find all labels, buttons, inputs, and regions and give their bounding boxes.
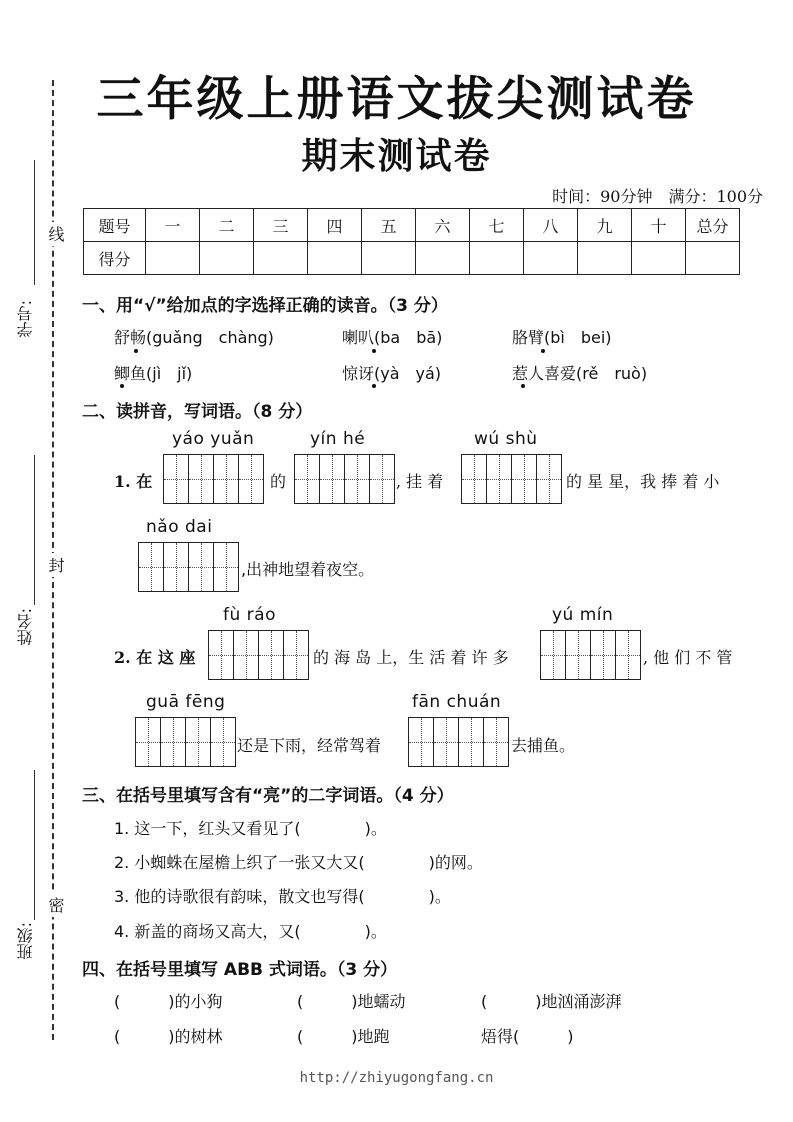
writing-grid[interactable]	[135, 717, 236, 767]
q1-text: ,出神地望着夜空。	[241, 560, 375, 579]
emphasis-dot	[372, 384, 376, 388]
pinyin: fù ráo	[223, 605, 276, 625]
q2-text: 还是下雨，经常驾着	[237, 736, 382, 755]
s4-item: ( )的小狗	[114, 992, 223, 1011]
score-input-cell[interactable]	[632, 242, 686, 275]
score-header-cell: 总分	[686, 209, 740, 242]
s1-item: 胳臂(bì bei)	[512, 328, 612, 347]
score-header-cell: 六	[416, 209, 470, 242]
score-header-cell: 三	[254, 209, 308, 242]
emphasis-dot	[372, 349, 376, 353]
s3-item: 4. 新盖的商场又高大，又( )。	[114, 922, 387, 941]
emphasis-dot	[521, 384, 525, 388]
class-underline	[34, 770, 35, 920]
section4-heading: 四、在括号里填写 ABB 式词语。（3 分）	[82, 960, 398, 980]
q1-text: 的	[270, 472, 287, 491]
pinyin: guā fēng	[146, 692, 226, 712]
score-input-cell[interactable]	[146, 242, 200, 275]
score-input-cell[interactable]	[200, 242, 254, 275]
class-label: 班级:	[16, 922, 35, 960]
score-input-cell[interactable]	[362, 242, 416, 275]
s1-item: 舒畅(guǎng chàng)	[114, 328, 274, 347]
section2-heading: 二、读拼音，写词语。（8 分）	[82, 402, 313, 422]
s1-item: 鲫鱼(jì jǐ)	[114, 364, 193, 383]
page-title: 三年级上册语文拔尖测试卷	[96, 72, 697, 127]
footer-url[interactable]: http://zhiyugongfang.cn	[299, 1070, 494, 1086]
s3-item: 2. 小蜘蛛在屋檐上织了一张又大又( )的网。	[114, 853, 483, 872]
score-input-cell[interactable]	[524, 242, 578, 275]
pinyin: wú shù	[474, 429, 538, 449]
s4-item: ( )地汹涌澎湃	[481, 992, 622, 1011]
student-no-label: 学号:	[16, 300, 35, 338]
score-table-score-row	[84, 242, 740, 275]
writing-grid[interactable]	[208, 630, 309, 680]
name-underline	[34, 455, 35, 605]
score-input-cell[interactable]	[254, 242, 308, 275]
s1-item: 惹人喜爱(rě ruò)	[512, 364, 648, 383]
score-header-cell: 题号	[84, 209, 146, 242]
q2-text: , 他 们 不 管	[643, 648, 733, 667]
time-info: 时间：90分钟 满分：100分	[552, 187, 763, 206]
s4-item: 焐得( )	[481, 1027, 574, 1046]
score-header-cell: 五	[362, 209, 416, 242]
section1-heading: 一、用“√”给加点的字选择正确的读音。（3 分）	[82, 296, 448, 316]
s1-item: 惊讶(yà yá)	[342, 364, 442, 383]
writing-grid[interactable]	[461, 454, 562, 504]
emphasis-dot	[134, 349, 138, 353]
s4-item: ( )地蠕动	[297, 992, 406, 1011]
margin-seal-char: 封	[44, 553, 67, 577]
margin-line-char: 线	[44, 222, 67, 246]
writing-grid[interactable]	[540, 630, 641, 680]
score-header-cell: 二	[200, 209, 254, 242]
q1-text: , 挂 着	[396, 472, 444, 491]
margin-secret-char: 密	[44, 893, 67, 917]
score-header-cell: 八	[524, 209, 578, 242]
s4-item: ( )的树林	[114, 1027, 223, 1046]
s1-item: 喇叭(ba bā)	[342, 328, 443, 347]
q2-text: 去捕鱼。	[511, 736, 576, 755]
score-header-cell: 四	[308, 209, 362, 242]
score-header-cell: 九	[578, 209, 632, 242]
score-table-header-row	[84, 209, 740, 242]
emphasis-dot	[120, 384, 124, 388]
score-input-cell[interactable]	[686, 242, 740, 275]
q2-text: 的 海 岛 上，生 活 着 许 多	[313, 648, 509, 667]
score-input-cell[interactable]	[416, 242, 470, 275]
score-header-cell: 十	[632, 209, 686, 242]
pinyin: fān chuán	[412, 692, 502, 712]
pinyin: nǎo dai	[146, 517, 213, 537]
writing-grid[interactable]	[163, 454, 264, 504]
pinyin: yáo yuǎn	[172, 429, 255, 449]
section3-heading: 三、在括号里填写含有“亮”的二字词语。（4 分）	[82, 786, 454, 806]
writing-grid[interactable]	[138, 542, 239, 592]
score-table	[83, 208, 740, 275]
q1-text: 1. 在	[114, 472, 153, 491]
writing-grid[interactable]	[294, 454, 395, 504]
q2-text: 2. 在 这 座	[114, 648, 196, 667]
score-input-cell[interactable]	[470, 242, 524, 275]
score-input-cell[interactable]	[308, 242, 362, 275]
score-row-label: 得分	[84, 242, 146, 275]
pinyin: yín hé	[310, 429, 366, 449]
pinyin: yú mín	[552, 605, 614, 625]
score-header-cell: 一	[146, 209, 200, 242]
score-input-cell[interactable]	[578, 242, 632, 275]
emphasis-dot	[541, 349, 545, 353]
name-label: 姓名:	[16, 608, 35, 646]
s3-item: 3. 他的诗歌很有韵味，散文也写得( )。	[114, 887, 451, 906]
score-header-cell: 七	[470, 209, 524, 242]
s3-item: 1. 这一下，红头又看见了( )。	[114, 819, 387, 838]
s4-item: ( )地跑	[297, 1027, 390, 1046]
q1-text: 的 星 星，我 捧 着 小	[566, 472, 720, 491]
page-subtitle: 期末测试卷	[301, 135, 492, 177]
writing-grid[interactable]	[408, 717, 509, 767]
